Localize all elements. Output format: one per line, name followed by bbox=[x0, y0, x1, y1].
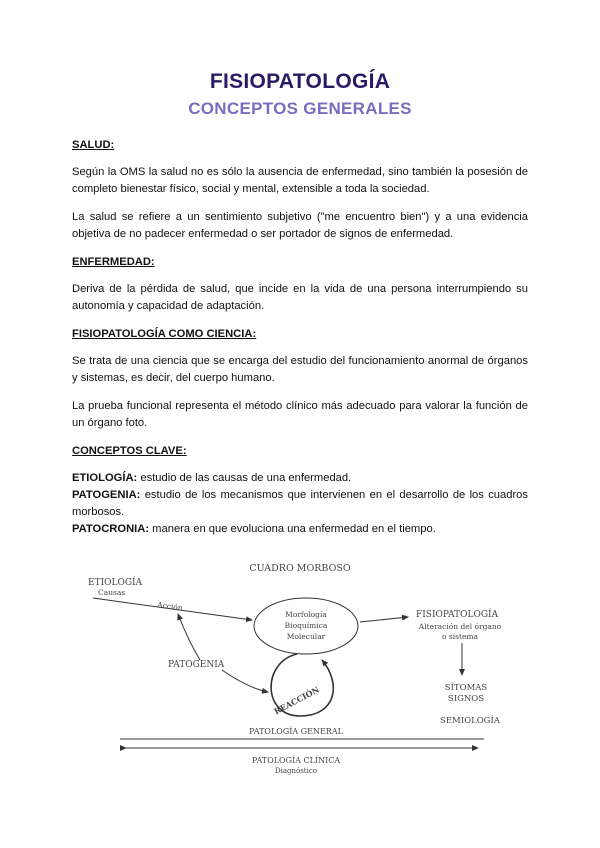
diagram-patologia-general: PATOLOGÍA GENERAL bbox=[249, 727, 343, 736]
diagram-etiologia: ETIOLOGÍA bbox=[88, 578, 143, 588]
diagram-sintomas: SÍTOMAS bbox=[444, 683, 488, 693]
ellipse-line-molecular: Molecular bbox=[286, 632, 326, 641]
diagram-signos: SIGNOS bbox=[447, 694, 485, 704]
diagram-accion: Acción bbox=[156, 600, 184, 613]
section-heading-enfermedad: ENFERMEDAD: bbox=[72, 256, 155, 268]
diagram-reaccion: REACCIÓN bbox=[272, 684, 321, 717]
key-concept-term: PATOGENIA: bbox=[72, 489, 141, 501]
paragraph-ciencia-1: Se trata de una ciencia que se encarga del estudio del funcionamiento anormal de órganos y sistemas, es decir, del cuerpo humano. bbox=[72, 355, 528, 384]
key-concept-definition: estudio de las causas de una enfermedad. bbox=[137, 472, 352, 484]
key-concept-term: PATOCRONIA: bbox=[72, 523, 150, 535]
document-subtitle: CONCEPTOS GENERALES bbox=[188, 99, 412, 118]
paragraph-enfermedad-1: Deriva de la pérdida de salud, que incide en la vida de una persona interrumpiendo su autonomía y capacidad de adaptación. bbox=[72, 283, 528, 312]
section-heading-ciencia: FISIOPATOLOGÍA COMO CIENCIA: bbox=[72, 328, 257, 340]
paragraph-salud-2: La salud se refiere a un sentimiento subjetivo ("me encuentro bien") y a una evidencia objetiva de no padecer enfermedad o ser portador de signos de enfermedad. bbox=[72, 211, 528, 240]
patogenia-up-arrow bbox=[178, 614, 200, 660]
diagram-alteracion-1: Alteración del órgano bbox=[418, 622, 502, 631]
document-title: FISIOPATOLOGÍA bbox=[209, 70, 391, 93]
section-heading-clave: CONCEPTOS CLAVE: bbox=[72, 445, 187, 457]
ellipse-line-bioquimica: Bioquímica bbox=[284, 621, 328, 630]
diagram-diagnostico: Diagnóstico bbox=[274, 767, 318, 775]
diagram-patogenia: PATOGENIA bbox=[168, 660, 225, 670]
key-concept-definition: estudio de los mecanismos que intervienen en el desarrollo de los cuadros morbosos. bbox=[72, 489, 528, 518]
fisiopatologia-arrow bbox=[360, 617, 408, 622]
key-concept-definition: manera en que evoluciona una enfermedad en el tiempo. bbox=[149, 523, 436, 535]
patogenia-down-arrow bbox=[222, 670, 268, 692]
diagram-fisiopatologia: FISIOPATOLOGÍA bbox=[416, 610, 499, 620]
diagram-patologia-clinica: PATOLOGÍA CLÍNICA bbox=[251, 756, 341, 765]
paragraph-ciencia-2: La prueba funcional representa el método clínico más adecuado para valorar la función de un órgano foto. bbox=[72, 400, 528, 429]
diagram-causas: Causas bbox=[98, 588, 126, 597]
section-heading-salud: SALUD: bbox=[72, 139, 115, 151]
diagram-title: CUADRO MORBOSO bbox=[249, 563, 351, 574]
ellipse-line-morfologia: Morfología bbox=[285, 610, 327, 619]
diagram-alteracion-2: o sistema bbox=[441, 632, 479, 641]
diagram-semiologia: SEMIOLOGÍA bbox=[440, 716, 500, 726]
paragraph-salud-1: Según la OMS la salud no es sólo la ausencia de enfermedad, sino también la posesión de completo bienestar físico, social y mental, extensible a toda la sociedad. bbox=[72, 166, 528, 195]
key-concept-term: ETIOLOGÍA: bbox=[72, 472, 138, 484]
